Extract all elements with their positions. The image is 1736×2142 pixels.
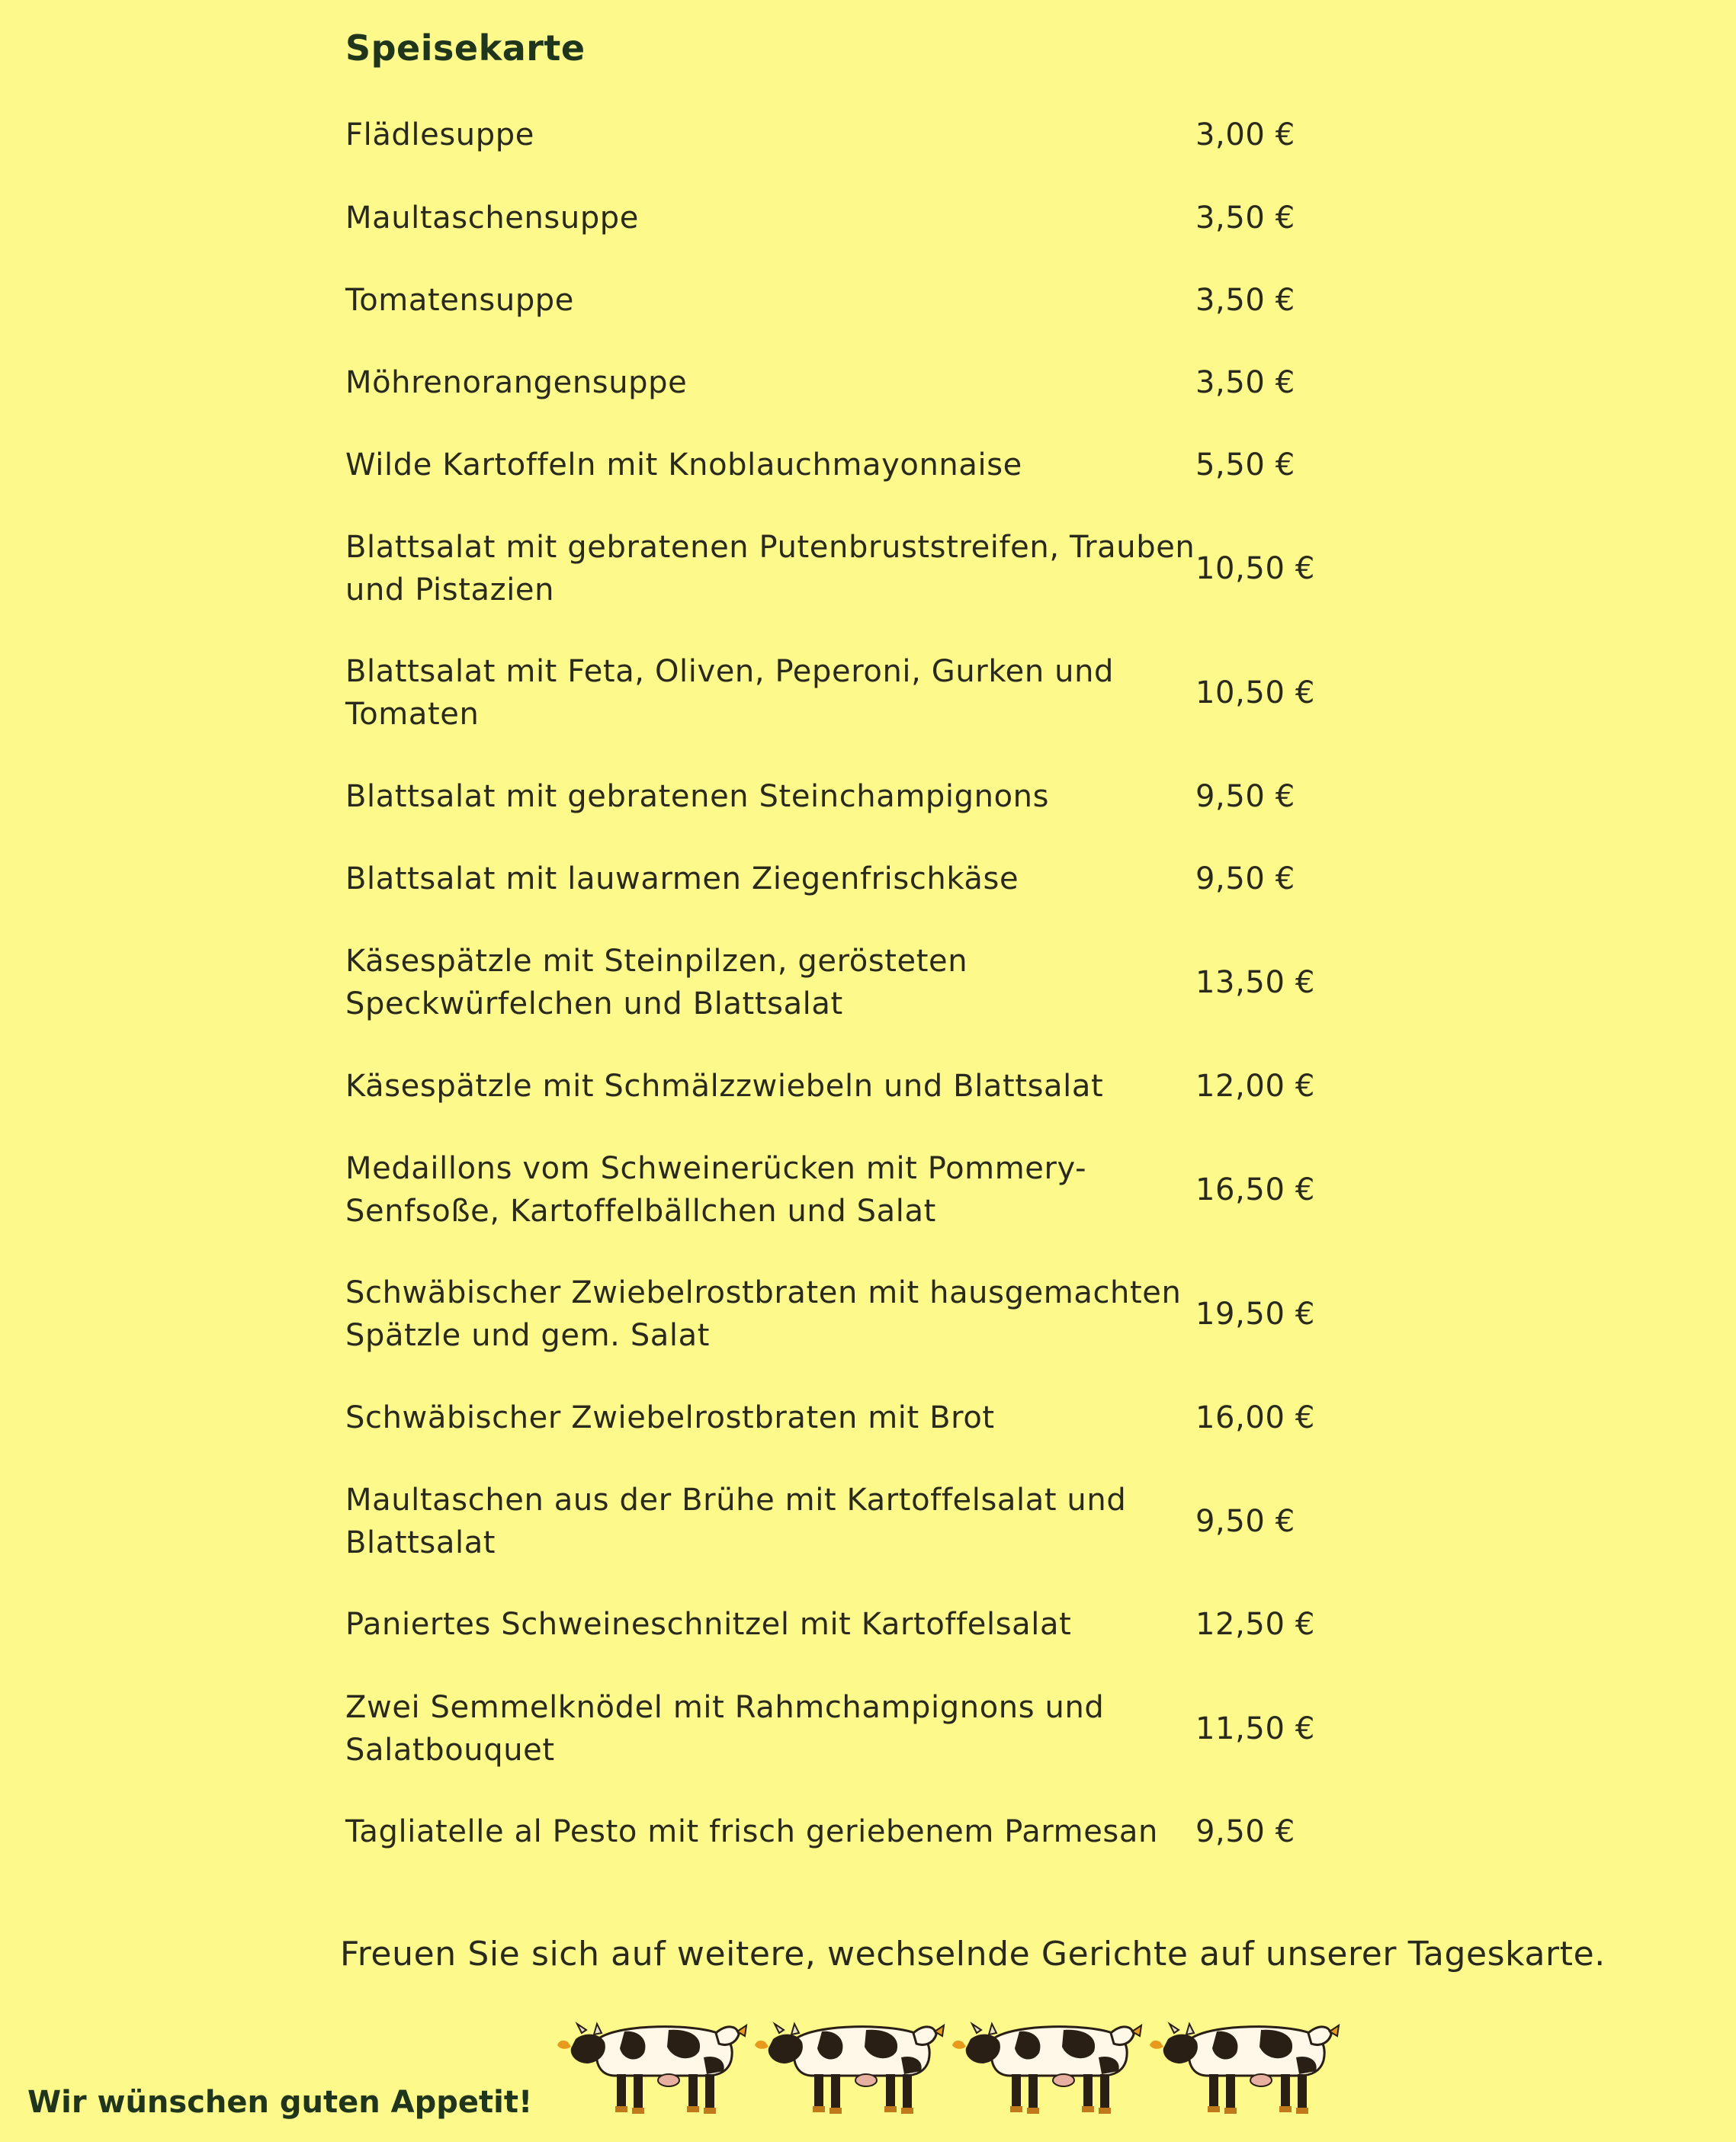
dish-price: 19,50 € [1195,1297,1315,1332]
dish-price: 5,50 € [1195,447,1295,483]
dish-price: 16,50 € [1195,1172,1315,1207]
dish-price: 3,50 € [1195,365,1295,400]
dish-price: 12,00 € [1195,1069,1315,1104]
dish-name: Flädlesuppe [345,117,534,152]
dish-name: Blattsalat mit Feta, Oliven, Peperoni, Gurken und Tomaten [345,654,1115,732]
menu-title: Speisekarte [345,27,586,69]
dish-name: Wilde Kartoffeln mit Knoblauchmayonnaise [345,447,1022,483]
dish-name: Zwei Semmelknödel mit Rahmchampignons und Salatbouquet [345,1690,1105,1768]
dish-name: Blattsalat mit gebratenen Steinchampignons [345,779,1050,814]
menu-item [345,526,1336,611]
dish-price: 9,50 € [1195,1814,1295,1849]
dish-name: Möhrenorangensuppe [345,365,688,400]
cow-icon [1147,2016,1343,2118]
dish-name: Medaillons vom Schweinerücken mit Pommery-Senfsoße, Kartoffelbällchen und Salat [345,1151,1087,1229]
dish-name: Paniertes Schweineschnitzel mit Kartoffelsalat [345,1607,1072,1642]
dish-name: Tomatensuppe [345,283,575,318]
dish-price: 3,50 € [1195,200,1295,236]
closing-note: Freuen Sie sich auf weitere, wechselnde Gerichte auf unserer Tageskarte. [340,1935,1606,1974]
menu-item [345,940,1336,1025]
cow-icon [752,2016,948,2118]
menu-item [345,1065,1336,1108]
appetit-signoff: Wir wünschen guten Appetit! [27,2085,533,2120]
menu-item [345,114,1336,156]
dish-name: Maultaschensuppe [345,200,640,236]
dish-name: Käsespätzle mit Schmälzzwiebeln und Blattsalat [345,1069,1104,1104]
dish-price: 10,50 € [1195,551,1315,586]
menu-item [345,279,1336,322]
dish-price: 3,00 € [1195,117,1295,152]
dish-price: 12,50 € [1195,1607,1315,1642]
dish-name: Schwäbischer Zwiebelrostbraten mit Brot [345,1400,995,1435]
menu-item [345,1147,1336,1233]
dish-price: 3,50 € [1195,283,1295,318]
cow-icon [554,2016,751,2118]
dish-price: 9,50 € [1195,1504,1295,1539]
menu-item [345,1810,1336,1853]
dish-price: 16,00 € [1195,1400,1315,1435]
dish-price: 9,50 € [1195,779,1295,814]
dish-name: Tagliatelle al Pesto mit frisch geriebenem Parmesan [345,1814,1158,1849]
dish-price: 13,50 € [1195,965,1315,1000]
menu-item [345,650,1336,736]
dish-price: 9,50 € [1195,861,1295,896]
menu-item [345,1479,1336,1564]
dish-name: Käsespätzle mit Steinpilzen, gerösteten Speckwürfelchen und Blattsalat [345,944,968,1021]
dish-name: Schwäbischer Zwiebelrostbraten mit hausgemachten Spätzle und gem. Salat [345,1275,1182,1353]
menu-item [345,197,1336,239]
menu-item [345,1396,1336,1439]
dish-name: Maultaschen aus der Brühe mit Kartoffelsalat und Blattsalat [345,1483,1127,1560]
menu-item [345,444,1336,486]
dish-price: 11,50 € [1195,1711,1315,1746]
dish-name: Blattsalat mit lauwarmen Ziegenfrischkäse [345,861,1019,896]
menu-item [345,1271,1336,1357]
dish-price: 10,50 € [1195,675,1315,710]
menu-item [345,858,1336,900]
dish-name: Blattsalat mit gebratenen Putenbruststreifen, Trauben und Pistazien [345,530,1195,608]
menu-item [345,1603,1336,1646]
cow-icon [949,2016,1146,2118]
menu-item [345,1686,1336,1772]
menu-item [345,775,1336,818]
menu-item [345,361,1336,404]
